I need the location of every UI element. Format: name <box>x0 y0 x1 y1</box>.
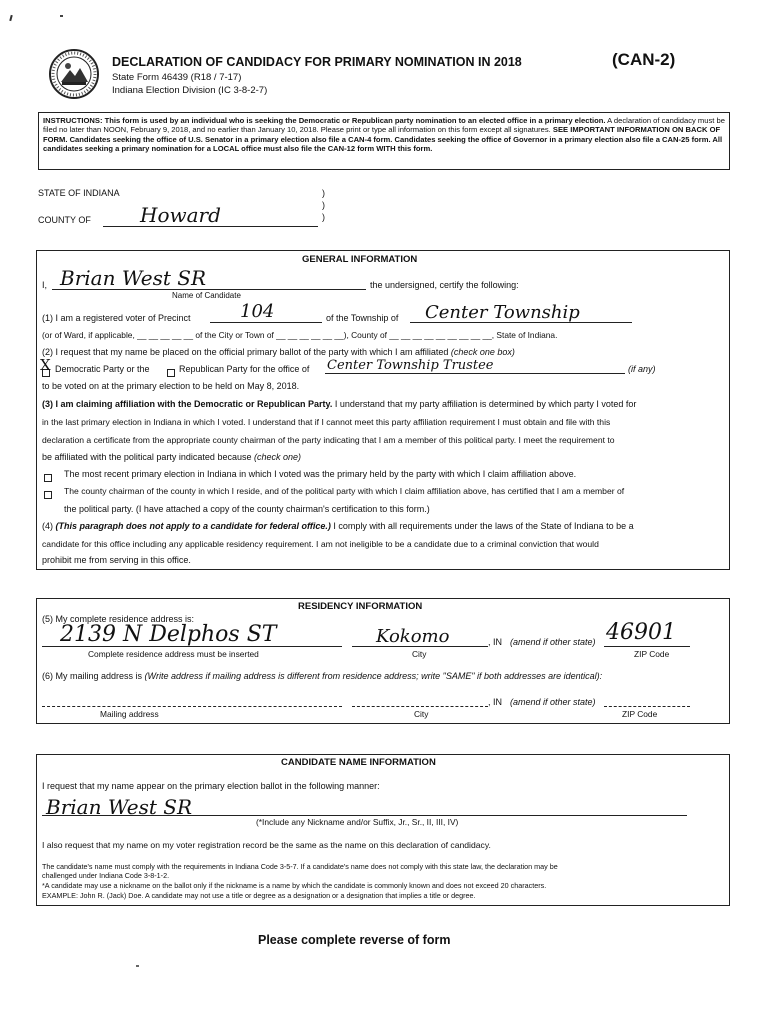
mailing-city-line[interactable] <box>352 706 488 707</box>
option-county-chairman-a: The county chairman of the county in which I reside, and of the political party with which I claim affiliation above, has certified that I am a member of <box>64 486 625 496</box>
paragraph-3-a: I understand that my party affiliation is determined by which party I voted for <box>334 399 637 409</box>
residency-information-heading: RESIDENCY INFORMATION <box>298 601 423 612</box>
instructions-part3: SEE IMPORTANT INFORMATION ON BACK OF FORM. Candidates seeking the office of U.S. Senator in a primary election also file a CAN-4 form. Candidates seeking the office of Governor in a primary election also file a CAN-25 form. All candidates seeking a primary nomination for a LOCAL office must also file the CAN-12 form WITH this form. <box>43 125 723 153</box>
general-information-heading: GENERAL INFORMATION <box>302 254 418 265</box>
township-label: of the Township of <box>326 313 399 323</box>
mailing-zip-line[interactable] <box>604 706 690 707</box>
paragraph-3-d <box>42 452 301 462</box>
paragraph-3-bold: (3) I am claiming affiliation with the Democratic or Republican Party. <box>42 399 333 409</box>
residence-zip-caption: ZIP Code <box>634 649 670 659</box>
paragraph-3-b: in the last primary election in Indiana in which I voted. I understand that if I cannot meet this party affiliation requirement I must obtain and file with this <box>42 417 611 427</box>
checkbox-box <box>44 491 52 499</box>
residence-zip-line <box>604 646 690 647</box>
option-most-recent-primary-checkbox[interactable] <box>44 469 52 487</box>
scan-mark <box>60 15 63 17</box>
mailing-state: , IN <box>488 697 503 707</box>
paragraph-3-d-text: be affiliated with the political party indicated because <box>42 452 252 462</box>
residence-address-value[interactable]: 2139 N Delphos ST <box>60 622 277 647</box>
include-nickname-note: (*Include any Nickname and/or Suffix, Jr., Sr., II, III, IV) <box>256 817 459 827</box>
paragraph-3-c: declaration a certificate from the appropriate county chairman of the party indicating that I am a member of this political party. I meet the requirement to <box>42 435 615 445</box>
row-i-prefix: I, <box>42 280 48 290</box>
instructions-box <box>38 112 730 170</box>
paragraph-4 <box>42 521 634 531</box>
checkbox-mark: X <box>40 356 51 374</box>
ballot-name-value[interactable]: Brian West SR <box>46 795 192 819</box>
paragraph-2-check: (check one box) <box>450 347 515 357</box>
if-any-note: (if any) <box>628 364 656 374</box>
voted-line: to be voted on at the primary election to be held on May 8, 2018. <box>42 381 300 391</box>
office-line <box>325 373 625 374</box>
paragraph-4-italic: (This paragraph does not apply to a candidate for federal office.) <box>55 521 331 531</box>
voter-registration-request: I also request that my name on my voter registration record be the same as the name on this declaration of candidacy. <box>42 840 491 850</box>
paragraph-3-d-check: (check one) <box>253 452 302 462</box>
paragraph-6-prefix: (6) My mailing address is <box>42 671 143 681</box>
bracket: ) <box>322 200 325 210</box>
mailing-amend-note: (amend if other state) <box>510 697 596 707</box>
bracket: ) <box>322 188 325 198</box>
mailing-zip-caption: ZIP Code <box>622 709 658 719</box>
paragraph-6-italic: (Write address if mailing address is different from residence address; write "SAME" if both addresses are identical): <box>144 671 603 681</box>
paragraph-4-c: prohibit me from serving in this office. <box>42 555 191 565</box>
residence-city-caption: City <box>412 649 427 659</box>
option-most-recent-primary: The most recent primary election in Indiana in which I voted was the primary held by the party with which I claim affiliation above. <box>64 469 577 479</box>
precinct-line <box>210 322 322 323</box>
comply-note-b: challenged under Indiana Code 3-8-1-2. <box>42 871 170 880</box>
county-label: COUNTY OF <box>38 215 91 225</box>
state-label: STATE OF INDIANA <box>38 188 120 198</box>
form-code: (CAN-2) <box>612 50 676 69</box>
nickname-note-a: *A candidate may use a nickname on the ballot only if the nickname is a name by which the candidate is commonly known and does not exceed 20 characters. <box>42 881 547 890</box>
residence-city-value[interactable]: Kokomo <box>376 626 450 647</box>
residence-address-caption: Complete residence address must be inserted <box>88 649 259 659</box>
paragraph-3 <box>42 399 636 409</box>
instructions-part2: A declaration of candidacy must be filed no later than NOON, February 9, 2018, and no earlier than January 10, 2018. Please print or type all information on this form except all signatures. <box>43 116 725 135</box>
paragraph-5: (5) My complete residence address is: <box>42 614 195 624</box>
name-caption: Name of Candidate <box>172 291 241 300</box>
mailing-address-line[interactable] <box>42 706 342 707</box>
paragraph-4-a: I comply with all requirements under the laws of the State of Indiana to be a <box>333 521 634 531</box>
township-value[interactable]: Center Township <box>425 302 580 323</box>
precinct-value[interactable]: 104 <box>240 301 275 322</box>
complete-reverse-note: Please complete reverse of form <box>258 933 451 947</box>
county-value[interactable]: Howard <box>140 203 221 227</box>
form-title: DECLARATION OF CANDIDACY FOR PRIMARY NOMINATION IN 2018 <box>112 55 522 69</box>
scan-mark <box>136 965 139 967</box>
residence-state: , IN <box>488 637 503 647</box>
scan-mark <box>9 15 12 21</box>
certify-text: the undersigned, certify the following: <box>370 280 519 290</box>
democratic-label: Democratic Party or the <box>55 364 150 374</box>
nickname-note-b: EXAMPLE: John R. (Jack) Doe. A candidate may not use a title or degree as a designation or a designation that implies a title or degree. <box>42 891 476 900</box>
paragraph-4-prefix: (4) <box>42 521 53 531</box>
residence-amend-note: (amend if other state) <box>510 637 596 647</box>
bracket: ) <box>322 212 325 222</box>
ballot-request: I request that my name appear on the primary election ballot in the following manner: <box>42 781 380 791</box>
election-division: Indiana Election Division (IC 3-8-2-7) <box>112 85 268 96</box>
state-form-number: State Form 46439 (R18 / 7-17) <box>112 72 242 83</box>
ward-line: (or of Ward, if applicable, __ __ __ __ __ of the City or Town of __ __ __ __ __ __), County of __ __ __ __ __ __ __ __ __, State of Indiana. <box>42 330 558 340</box>
indiana-state-seal-icon <box>48 48 100 100</box>
option-county-chairman-b: the political party. (I have attached a copy of the county chairman's certification to this form.) <box>64 504 430 514</box>
office-value[interactable]: Center Township Trustee <box>327 358 494 373</box>
paragraph-2 <box>42 347 515 357</box>
checkbox-box <box>167 369 175 377</box>
candidate-name-heading: CANDIDATE NAME INFORMATION <box>281 757 436 768</box>
residence-zip-value[interactable]: 46901 <box>606 620 676 645</box>
instructions-part1: INSTRUCTIONS: This form is used by an individual who is seeking the Democratic or Republican party nomination to an elected office in a primary election. <box>43 116 606 125</box>
republican-checkbox[interactable] <box>167 364 175 382</box>
candidate-name-value[interactable]: Brian West SR <box>60 266 206 290</box>
paragraph-2-text: (2) I request that my name be placed on the official primary ballot of the party with which I am affiliated <box>42 347 449 357</box>
checkbox-box <box>44 474 52 482</box>
precinct-text: (1) I am a registered voter of Precinct <box>42 313 191 323</box>
mailing-city-caption: City <box>414 709 429 719</box>
paragraph-6 <box>42 671 602 681</box>
option-county-chairman-checkbox[interactable] <box>44 486 52 504</box>
paragraph-4-b: candidate for this office including any applicable residency requirement. I am not ineligible to be a candidate due to a criminal conviction that would <box>42 539 599 549</box>
republican-label: Republican Party for the office of <box>179 364 310 374</box>
mailing-address-caption: Mailing address <box>100 709 159 719</box>
comply-note-a: The candidate's name must comply with the requirements in Indiana Code 3-5-7. If a candidate's name does not comply with this state law, the declaration may be <box>42 862 558 871</box>
